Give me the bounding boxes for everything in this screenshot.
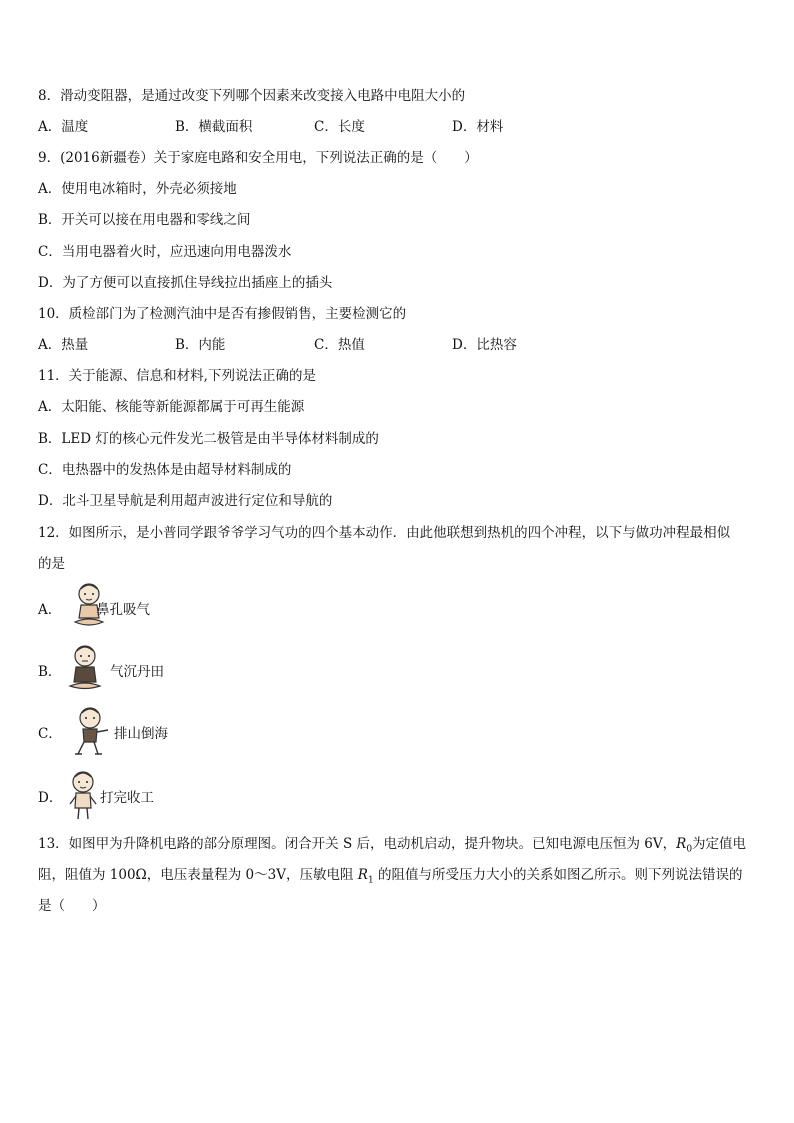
r0-subscript: 0: [686, 844, 693, 855]
q10-option-d: D．比热容: [452, 337, 517, 353]
q8-option-d: D．材料: [452, 119, 504, 135]
q9-option-d: D．为了方便可以直接抓住导线拉出插座上的插头: [38, 275, 333, 291]
r1-subscript: 1: [367, 875, 374, 886]
q11-stem: 11．关于能源、信息和材料,下列说法正确的是: [38, 368, 316, 384]
q13-line2-text: 阻，阻值为 100Ω，电压表量程为 0～3V，压敏电阻: [38, 867, 358, 883]
q8-option-b: B．横截面积: [175, 119, 253, 135]
q13-line1-tail: 为定值电: [692, 836, 747, 852]
r1-symbol: R: [357, 867, 368, 883]
q8-option-a: A．温度: [38, 119, 89, 135]
q13-line2: [38, 863, 742, 886]
q12-stem-line2: 的是: [38, 556, 65, 572]
q9-option-b: B．开关可以接在用电器和零线之间: [38, 212, 251, 228]
q12-option-a-letter: A．: [38, 602, 62, 618]
q11-option-c: C．电热器中的发热体是由超导材料制成的: [38, 462, 292, 478]
q12-option-d-letter: D．: [38, 790, 63, 806]
q11-option-a: A．太阳能、核能等新能源都属于可再生能源: [38, 399, 305, 415]
q12-option-a-caption: 鼻孔吸气: [96, 602, 150, 618]
q13-line3: 是（ ）: [38, 898, 106, 914]
q10-stem: 10．质检部门为了检测汽油中是否有掺假销售，主要检测它的: [38, 306, 407, 322]
q12-option-c-letter: C．: [38, 726, 62, 742]
q13-line1-text: 13．如图甲为升降机电路的部分原理图。闭合开关 S 后，电动机启动，提升物块。已知电源电压恒为 6V，: [38, 836, 677, 852]
q12-option-d-caption: 打完收工: [100, 790, 154, 806]
q13-line2-tail: 的阻值与所受压力大小的关系如图乙所示。则下列说法错误的: [373, 867, 743, 883]
q11-option-b: B．LED 灯的核心元件发光二极管是由半导体材料制成的: [38, 431, 379, 447]
boy-sitting-meditating-icon: [68, 644, 102, 692]
q12-option-b-caption: 气沉丹田: [110, 664, 164, 680]
boy-standing-icon: [66, 770, 100, 822]
q10-option-b: B．内能: [175, 337, 226, 353]
q10-option-c: C．热值: [314, 337, 365, 353]
q12-option-c-caption: 排山倒海: [114, 726, 168, 742]
q9-option-c: C．当用电器着火时，应迅速向用电器泼水: [38, 244, 292, 260]
q12-stem-line1: 12．如图所示，是小普同学跟爷爷学习气功的四个基本动作．由此他联想到热机的四个冲程，以下与做功冲程最相似: [38, 525, 731, 541]
q9-stem: 9．(2016新疆卷）关于家庭电路和安全用电，下列说法正确的是（ ）: [38, 150, 478, 166]
q12-option-b-letter: B．: [38, 664, 62, 680]
q9-option-a: A．使用电冰箱时，外壳必须接地: [38, 181, 237, 197]
r0-symbol: R: [676, 836, 687, 852]
q8-stem: 8．滑动变阻器，是通过改变下列哪个因素来改变接入电路中电阻大小的: [38, 88, 466, 104]
q11-option-d: D．北斗卫星导航是利用超声波进行定位和导航的: [38, 493, 333, 509]
q13-line1: [38, 832, 746, 855]
q10-option-a: A．热量: [38, 337, 89, 353]
q8-option-c: C．长度: [314, 119, 365, 135]
boy-pushing-icon: [72, 706, 112, 758]
